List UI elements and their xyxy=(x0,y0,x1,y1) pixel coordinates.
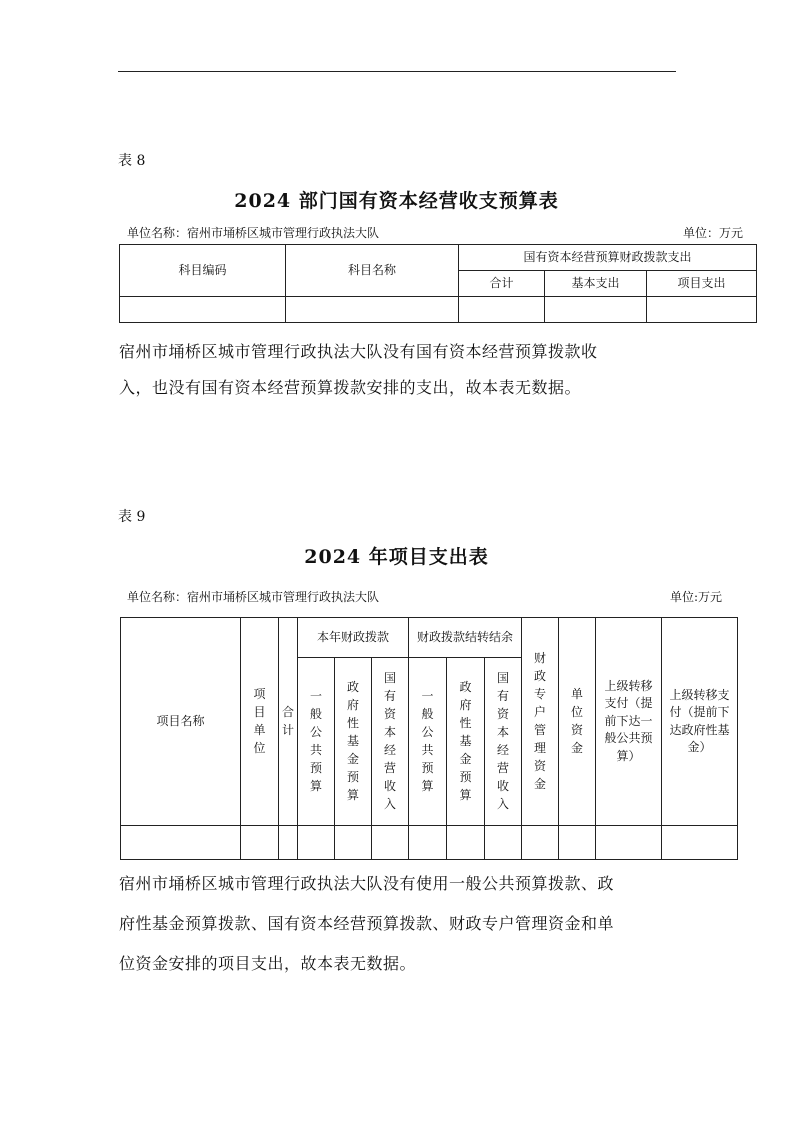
table8-header-project: 项目支出 xyxy=(647,271,757,297)
table9-note-line1: 宿州市埇桥区城市管理行政执法大队没有使用一般公共预算拨款、政 xyxy=(119,874,615,893)
table8-note-line1: 宿州市埇桥区城市管理行政执法大队没有国有资本经营预算拨款收 xyxy=(119,342,598,361)
table9-label: 表 9 xyxy=(118,509,146,525)
table9-header-carryover: 财政拨款结转结余 xyxy=(409,618,522,658)
table9-note-line3: 位资金安排的项目支出，故本表无数据。 xyxy=(119,954,417,973)
header-rule xyxy=(118,71,676,72)
table9-header-project-unit: 项目单位 xyxy=(241,618,279,826)
table9-header-state-capital2: 国有资本经营收入 xyxy=(485,658,522,826)
table9-header-total: 合计 xyxy=(279,618,298,826)
table9-header-special: 财政专户管理资金 xyxy=(522,618,559,826)
table9-header-general: 一般公共预算 xyxy=(298,658,335,826)
table8 xyxy=(119,244,757,323)
table9-note-line2: 府性基金预算拨款、国有资本经营预算拨款、财政专户管理资金和单 xyxy=(119,914,615,933)
table8-header-code: 科目编码 xyxy=(120,245,286,297)
table8-header-basic: 基本支出 xyxy=(545,271,647,297)
table9-header-current-year: 本年财政拨款 xyxy=(298,618,409,658)
table9-header-gov-fund2: 政府性基金预算 xyxy=(447,658,485,826)
table8-label: 表 8 xyxy=(118,153,146,169)
table9-header-unit-funds: 单位资金 xyxy=(559,618,596,826)
table8-header-name: 科目名称 xyxy=(286,245,459,297)
table8-title: 2024 部门国有资本经营收支预算表 xyxy=(234,190,559,212)
table8-note-line2: 入，也没有国有资本经营预算拨款安排的支出，故本表无数据。 xyxy=(119,378,582,397)
table8-unit-name: 单位名称：宿州市埇桥区城市管理行政执法大队 xyxy=(127,226,380,240)
table9-header-project-name: 项目名称 xyxy=(121,618,241,826)
table8-unit: 单位：万元 xyxy=(683,226,744,240)
table9-header-upper-general: 上级转移支付（提前下达一般公共预算） xyxy=(596,618,662,826)
table9-title: 2024 年项目支出表 xyxy=(304,546,489,568)
table9-empty-row xyxy=(121,826,738,860)
table9-unit: 单位:万元 xyxy=(670,590,723,604)
table8-header-total: 合计 xyxy=(459,271,545,297)
table9-unit-name: 单位名称：宿州市埇桥区城市管理行政执法大队 xyxy=(127,590,380,604)
table8-header-group: 国有资本经营预算财政拨款支出 xyxy=(459,245,757,271)
table9-header-upper-gov: 上级转移支付（提前下达政府性基金） xyxy=(662,618,738,826)
table9-header-general2: 一般公共预算 xyxy=(409,658,447,826)
table9-header-gov-fund: 政府性基金预算 xyxy=(335,658,372,826)
table9 xyxy=(120,617,738,860)
table9-header-state-capital: 国有资本经营收入 xyxy=(372,658,409,826)
table8-empty-row xyxy=(120,297,757,323)
